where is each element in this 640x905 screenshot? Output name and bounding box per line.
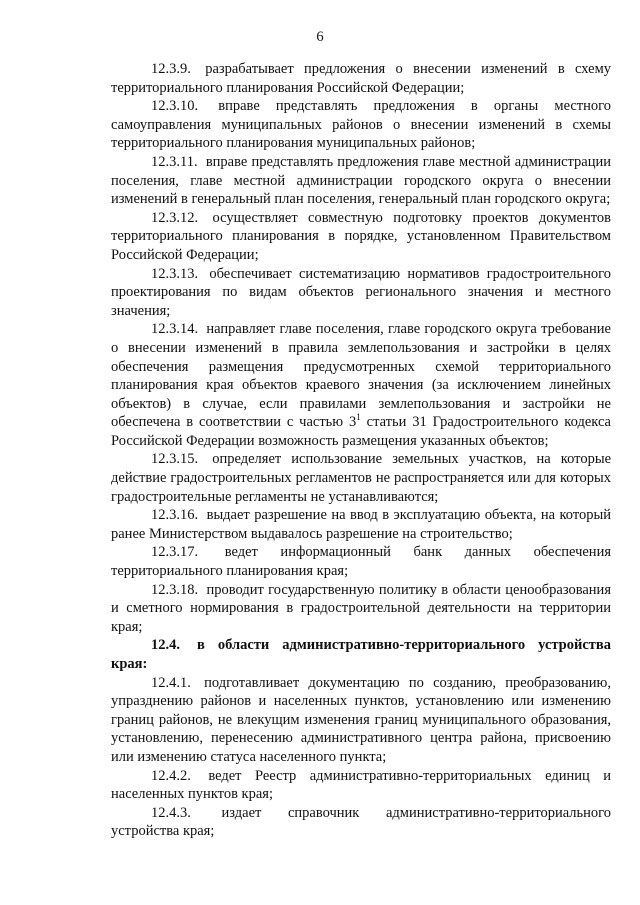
paragraph-12-3-9: [111, 60, 611, 97]
section-heading-12-4: [111, 636, 611, 673]
superscript-index: 1: [356, 412, 361, 423]
paragraph-number: 12.3.11.: [151, 153, 198, 170]
paragraph-12-3-14: [111, 320, 611, 450]
paragraph-12-3-10: [111, 97, 611, 153]
paragraph-text: ведет Реестр административно-территориальных единиц и населенных пунктов края;: [111, 767, 611, 803]
section-title: в области административно-территориального устройства края:: [111, 637, 611, 672]
section-number: 12.4.: [151, 637, 180, 654]
paragraph-text: издает справочник административно-территориального устройства края;: [111, 804, 611, 840]
paragraph-text: разрабатывает предложения о внесении изменений в схему территориального планирования Российской Федерации;: [111, 61, 611, 96]
paragraph-number: 12.3.10.: [151, 98, 199, 115]
paragraph-text: направляет главе поселения, главе городского округа требование о внесении изменений в правила землепользования и застройки в целях обеспечения размещения предусмотренных схемой территориального планирования края объектов краевого значения (за исключением линейных объектов) в случае, если правилами землепользования и застройки не обеспечена в соответствии с частью 3: [111, 321, 611, 431]
paragraph-12-4-1: [111, 674, 611, 767]
paragraph-text: обеспечивает систематизацию нормативов градостроительного проектирования по видам объектов регионального значения и местного значения;: [111, 265, 611, 319]
paragraph-number: 12.3.12.: [151, 209, 199, 226]
page-number: 6: [316, 29, 324, 45]
paragraph-number: 12.3.14.: [151, 321, 199, 338]
paragraph-12-4-3: [111, 804, 611, 841]
paragraph-12-3-13: [111, 265, 611, 321]
paragraph-number: 12.4.1.: [151, 674, 191, 691]
paragraph-text: определяет использование земельных участков, на которые действие градостроительных регламентов не распространяется или для которых градостроительные регламенты не устанавливаются;: [111, 451, 612, 505]
paragraph-12-3-11: [111, 153, 611, 209]
paragraph-12-4-2: [111, 767, 611, 804]
paragraph-number: 12.3.9.: [151, 61, 191, 77]
paragraph-text: вправе представлять предложения главе местной администрации поселения, главе местной администрации городского округа о внесении изменений в генеральный план поселения, генеральный план городского округа;: [111, 153, 611, 208]
paragraph-12-3-12: [111, 209, 611, 265]
paragraph-text: ведет информационный банк данных обеспечения территориального планирования края;: [111, 544, 611, 580]
paragraph-text: выдает разрешение на ввод в эксплуатацию объекта, на который ранее Министерством выдавалось разрешение на строительство;: [111, 507, 612, 542]
paragraph-text: осуществляет совместную подготовку проектов документов территориального планирования в порядке, установленном Правительством Российской Федерации;: [111, 209, 611, 263]
paragraph-12-3-18: [111, 581, 611, 637]
paragraph-text: вправе представлять предложения в органы местного самоуправления муниципальных районов о внесении изменений в схемы территориального планирования муниципальных районов;: [111, 98, 611, 152]
paragraph-number: 12.3.16.: [151, 507, 199, 524]
paragraph-number: 12.4.2.: [151, 767, 191, 784]
paragraph-12-3-16: [111, 506, 611, 543]
paragraph-number: 12.3.17.: [151, 544, 199, 561]
paragraph-12-3-15: [111, 450, 611, 506]
paragraph-number: 12.4.3.: [151, 804, 191, 821]
paragraph-text: подготавливает документацию по созданию, преобразованию, упразднению районов и населенных пунктов, установлению или изменению границ районов, не влекущим изменения границ муниципального образования, установлению, перенесению административного центра района, присвоению или изменению статуса населенного пункта;: [111, 674, 611, 765]
paragraph-12-3-17: [111, 543, 611, 580]
paragraph-number: 12.3.18.: [151, 581, 199, 598]
paragraph-text-continued: статьи 31 Градостроительного кодекса Российской Федерации возможность размещения указанных объектов;: [111, 414, 611, 449]
paragraph-text: проводит государственную политику в области ценообразования и сметного нормирования в градостроительной деятельности на территории края;: [111, 581, 611, 635]
paragraph-number: 12.3.13.: [151, 265, 199, 282]
document-body: [111, 60, 611, 841]
paragraph-number: 12.3.15.: [151, 451, 199, 468]
